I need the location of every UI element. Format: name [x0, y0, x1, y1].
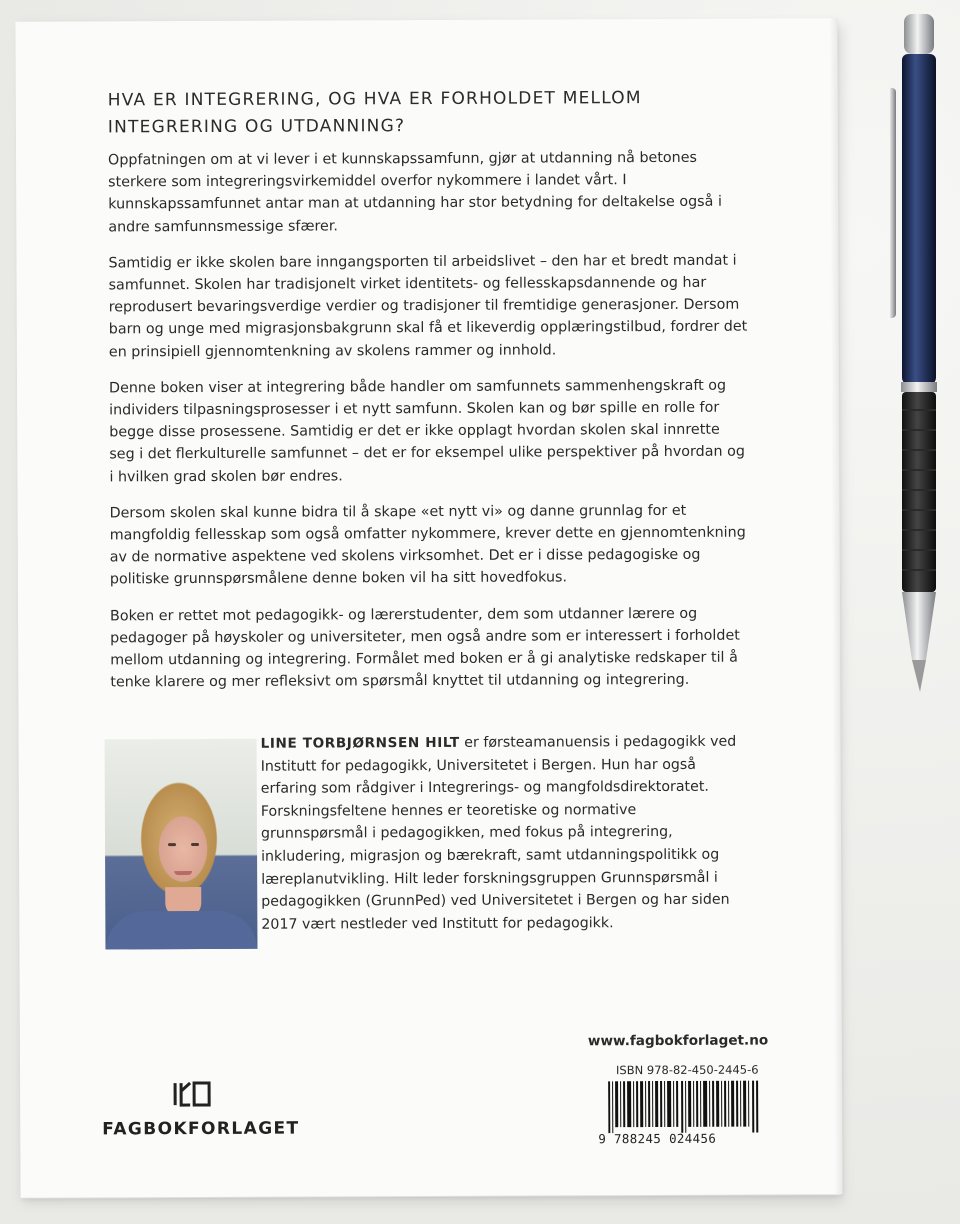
publisher-logo-icon: [172, 1081, 212, 1107]
isbn-label: ISBN 978-82-450-2445-6: [615, 1062, 759, 1078]
blurb-paragraph: Samtidig er ikke skolen bare inngangsporten til arbeidslivet – den har et bredt mandat i samfunnet. Skolen har tradisjonelt virket identitets- og fellesskapsdannende og har reprodusert bevaringsverdige verdier og tradisjoner til fremtidige generasjoner. Dersom barn og unge med migrasjonsbakgrunn skal få et likeverdig opplæringstilbud, fordrer det en prinsipiell gjennomtenkning av skolens rammer og innhold.: [108, 252, 748, 361]
blurb-text: [108, 147, 750, 708]
ballpoint-pen-icon: [890, 10, 950, 700]
author-bio-text: er førsteamanuensis i pedagogikk ved Institutt for pedagogikk, Universitetet i Bergen. Hun har også erfaring som rådgiver i Integrerings- og mangfoldsdirektoratet. Forskningsfeltene hennes er teoretiske og normative grunnspørsmål i pedagogikken, med fokus på integrering, inkludering, migrasjon og bærekraft, samt utdanningspolitikk og læreplanutvikling. Hilt leder forskningsgruppen Grunnspørsmål i pedagogikken (GrunnPed) ved Universitetet i Bergen og har siden 2017 vært nestleder ved Institutt for pedagogikk.: [260, 733, 737, 933]
blurb-paragraph: Boken er rettet mot pedagogikk- og lærerstudenter, dem som utdanner lærere og pedagoger på høyskoler og universiteter, men også andre som er interessert i forholdet mellom utdanning og integrering. Formålet med boken er å gi analytiske redskaper til å tenke klarere og mer refleksivt om spørsmål knyttet til utdanning og integrering.: [109, 605, 740, 691]
book-back-cover: [15, 18, 840, 1198]
author-photo-eye: [191, 843, 199, 846]
publisher-name: FAGBOKFORLAGET: [102, 1118, 300, 1140]
author-photo: [105, 739, 258, 950]
author-photo-eye: [168, 843, 176, 846]
blurb-paragraph: Dersom skolen skal kunne bidra til å skape «et nytt vi» og danne grunnlag for et mangfoldig fellesskap som også omfatter nykommere, krever dette en gjennomtenkning av de normative aspektene ved skolens virksomhet. Det er i disse pedagogiske og politiske grunnspørsmålene denne boken vil ha sitt hovedfokus.: [109, 502, 746, 588]
author-photo-mouth: [174, 871, 192, 875]
author-photo-shirt: [105, 911, 257, 950]
author-bio: [261, 731, 742, 936]
publisher-website: www.fagbokforlaget.no: [587, 1032, 769, 1050]
barcode-number: 9 788245 024456: [598, 1130, 717, 1147]
blurb-paragraph: Oppfatningen om at vi lever i et kunnskapssamfunn, gjør at utdanning nå betones sterkere som integreringsvirkemiddel overfor nykommere i landet vårt. I kunnskapssamfunnet antar man at utdanning har stor betydning for deltakelse også i andre samfunnsmessige sfærer.: [108, 149, 722, 236]
cover-heading: HVA ER INTEGRERING, OG HVA ER FORHOLDET MELLOM INTEGRERING OG UTDANNING?: [107, 88, 642, 138]
barcode-icon: [608, 1081, 760, 1134]
blurb-paragraph: Denne boken viser at integrering både handler om samfunnets sammenhengskraft og individers tilpasningsprosesser i et nytt samfunn. Skolen kan og bør spille en rolle for begge disse prosessene. Samtidig er det er ikke opplagt hvordan skolen skal innrette seg i det flerkulturelle samfunnet – det er for eksempel ulike perspektiver på hvordan og i hvilken grad skolen bør endres.: [109, 377, 745, 486]
author-name: LINE TORBJØRNSEN HILT: [260, 734, 460, 752]
